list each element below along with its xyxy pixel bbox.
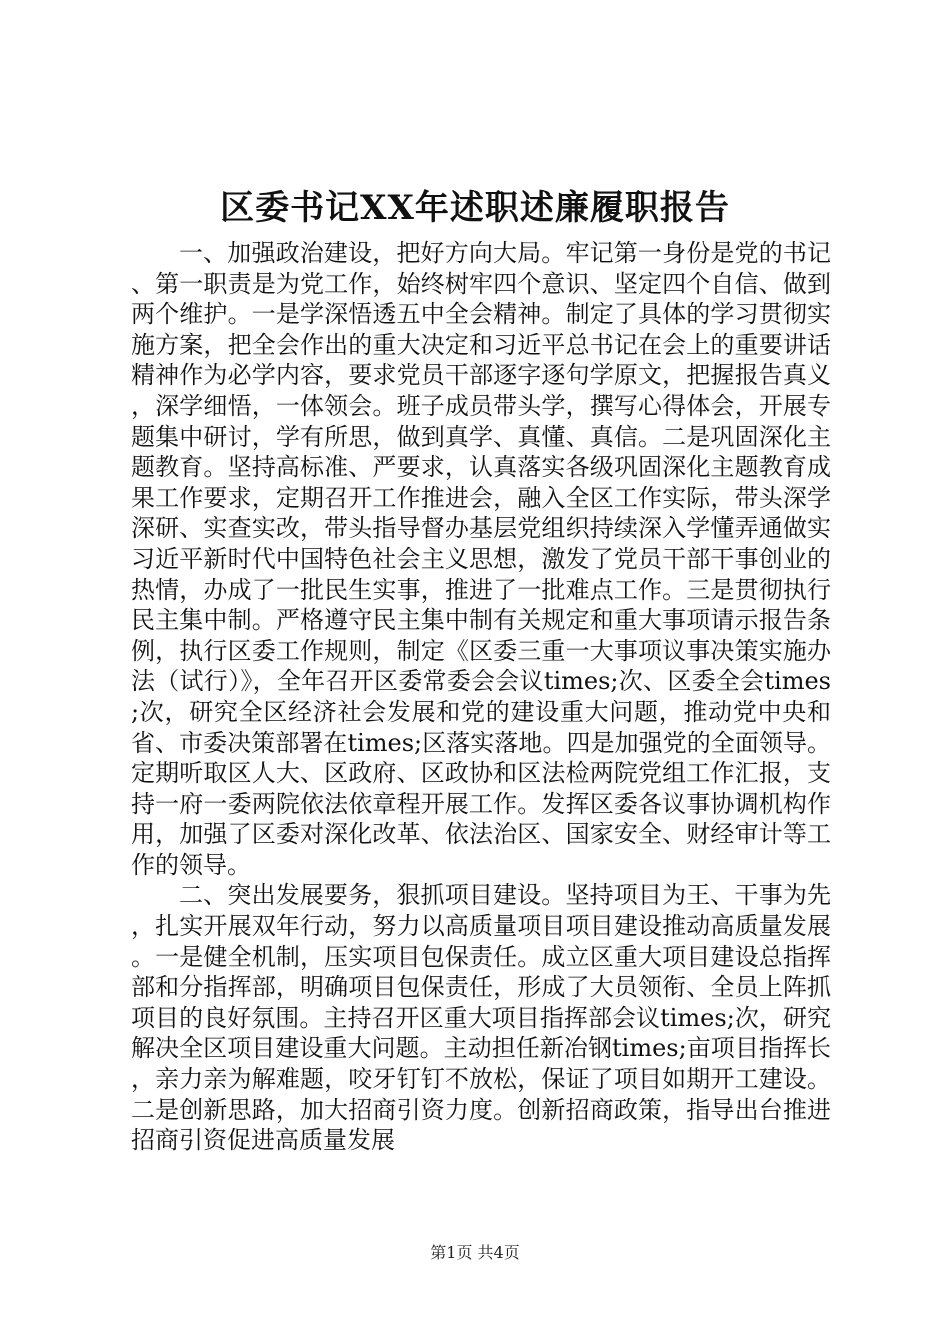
document-body [131,238,831,1156]
paragraph-political-construction: 一、加强政治建设，把好方向大局。牢记第一身份是党的书记、第一职责是为党工作，始终树牢四个意识、坚定四个自信、做到两个维护。一是学深悟透五中全会精神。制定了具体的学习贯彻实施方案，把全会作出的重大决定和习近平总书记在会上的重要讲话精神作为必学内容，要求党员干部逐字逐句学原文，把握报告真义，深学细悟，一体领会。班子成员带头学，撰写心得体会，开展专题集中研讨，学有所思，做到真学、真懂、真信。二是巩固深化主题教育。坚持高标准、严要求，认真落实各级巩固深化主题教育成果工作要求，定期召开工作推进会，融入全区工作实际，带头深学深研、实查实改，带头指导督办基层党组织持续深入学懂弄通做实习近平新时代中国特色社会主义思想，激发了党员干部干事创业的热情，办成了一批民生实事，推进了一批难点工作。三是贯彻执行民主集中制。严格遵守民主集中制有关规定和重大事项请示报告条例，执行区委工作规则，制定《区委三重一大事项议事决策实施办法（试行）》，全年召开区委常委会会议times;次、区委全会times;次，研究全区经济社会发展和党的建设重大问题，推动党中央和省、市委决策部署在times;区落实落地。四是加强党的全面领导。定期听取区人大、区政府、区政协和区法检两院党组工作汇报，支持一府一委两院依法依章程开展工作。发挥区委各议事协调机构作用，加强了区委对深化改革、依法治区、国家安全、财经审计等工作的领导。 [131,239,831,879]
paragraph-project-construction: 二、突出发展要务，狠抓项目建设。坚持项目为王、干事为先，扎实开展双年行动，努力以高质量项目项目建设推动高质量发展。一是健全机制，压实项目包保责任。成立区重大项目建设总指挥部和分指挥部，明确项目包保责任，形成了大员领衔、全员上阵抓项目的良好氛围。主持召开区重大项目指挥部会议times;次，研究解决全区项目建设重大问题。主动担任新冶钢times;亩项目指挥长，亲力亲为解难题，咬牙钉钉不放松，保证了项目如期开工建设。二是创新思路，加大招商引资力度。创新招商政策，指导出台推进招商引资促进高质量发展 [131,881,831,1155]
page-number-footer: 第1页 共4页 [430,1243,520,1262]
document-title: 区委书记XX年述职述廉履职报告 [220,188,730,228]
